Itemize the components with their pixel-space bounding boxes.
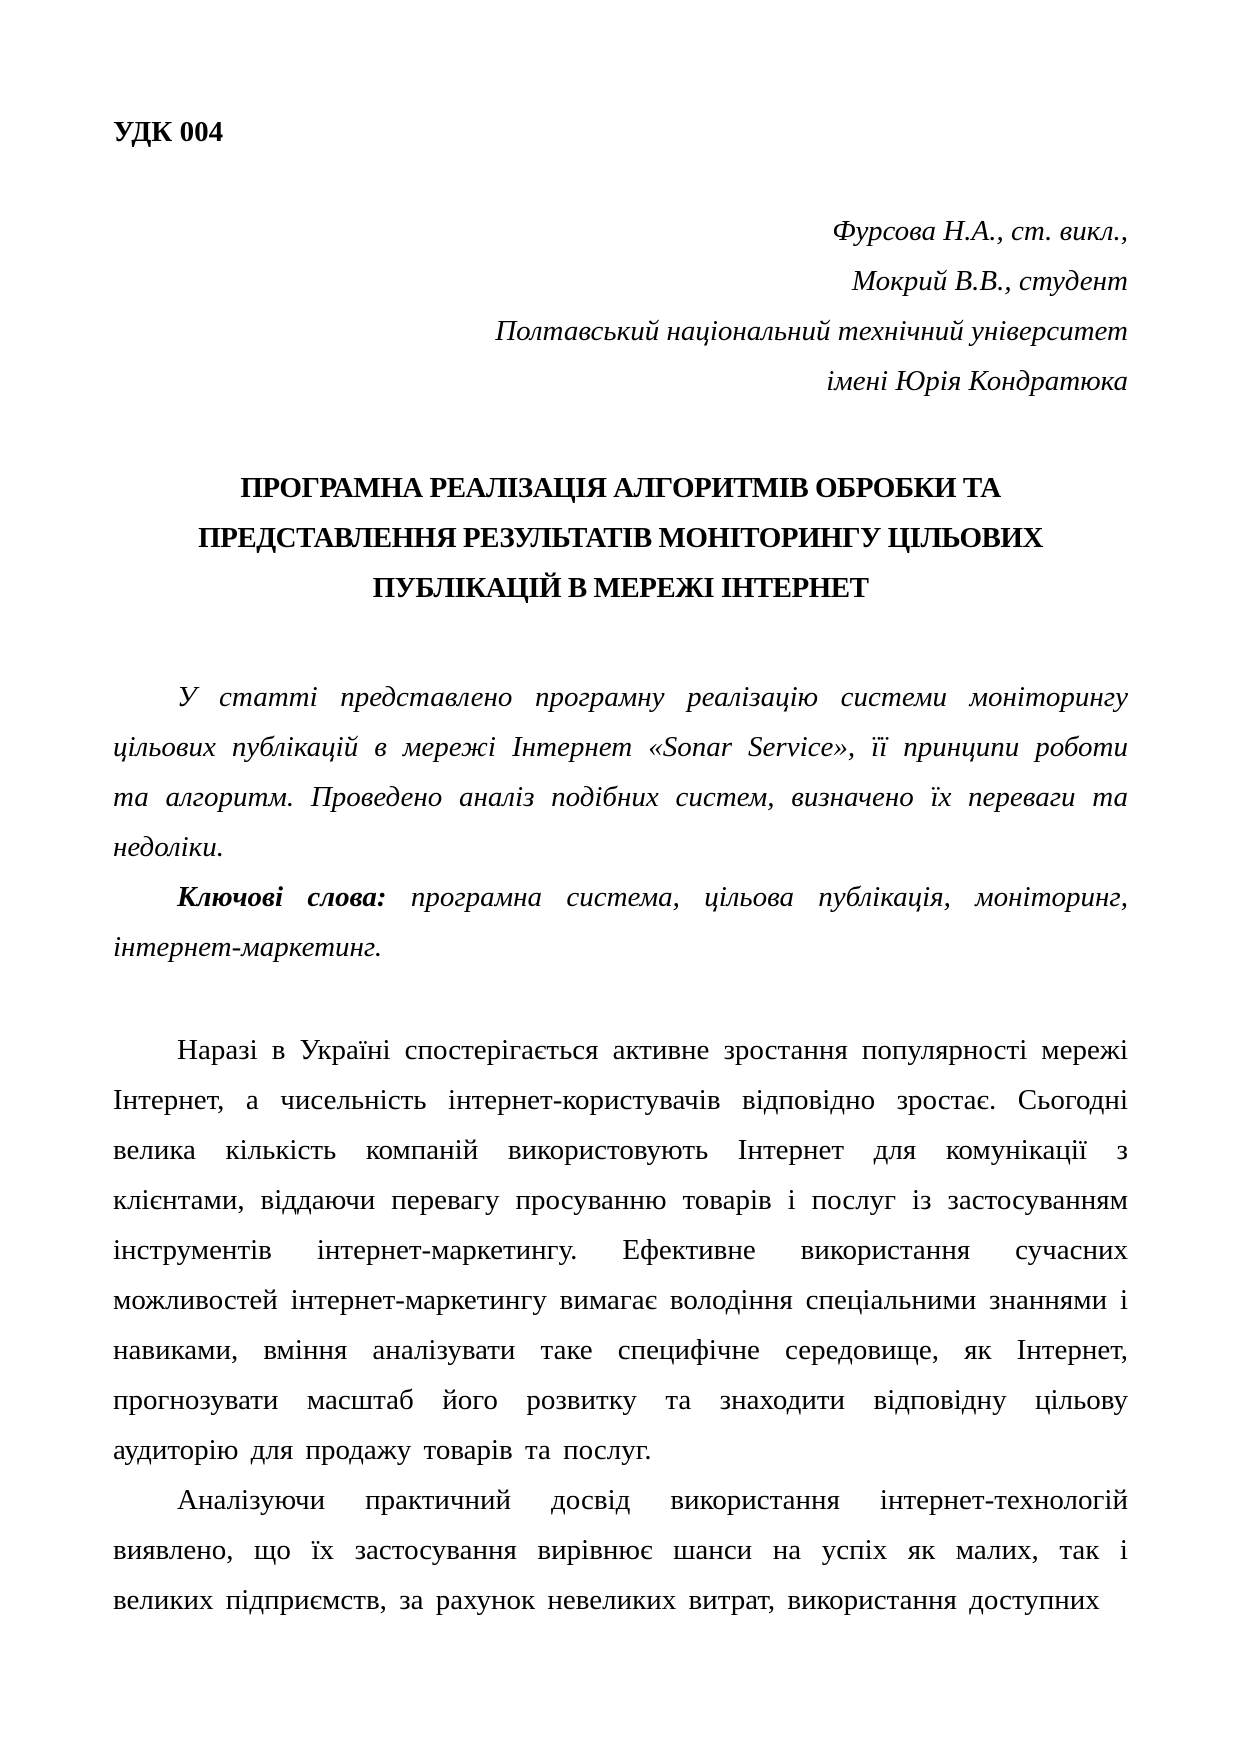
keywords-text: програмна система, цільова публікація, моніторинг, інтернет-маркетинг.: [113, 881, 1128, 963]
article-title-line-3: ПУБЛІКАЦІЙ В МЕРЕЖІ ІНТЕРНЕТ: [372, 572, 869, 604]
article-title: [113, 463, 1128, 613]
article-title-line-2: ПРЕДСТАВЛЕННЯ РЕЗУЛЬТАТІВ МОНІТОРИНГУ ЦІЛЬОВИХ: [198, 522, 1043, 554]
author-line-2: Мокрий В.В., студент: [851, 265, 1128, 297]
abstract-text: У статті представлено програмну реалізацію системи моніторингу цільових публікацій в мережі Інтернет «Sonar Service», її принципи роботи та алгоритм. Проведено аналіз подібних систем, визначено їх переваги та недоліки.: [113, 681, 1128, 863]
keywords-label: Ключові слова:: [177, 881, 387, 913]
article-title-line-1: ПРОГРАМНА РЕАЛІЗАЦІЯ АЛГОРИТМІВ ОБРОБКИ ТА: [240, 472, 1001, 504]
author-affiliation-line-1: Полтавський національний технічний університет: [495, 315, 1128, 347]
author-block: [113, 206, 1128, 406]
author-line-1: Фурсова Н.А., ст. викл.,: [832, 215, 1128, 247]
body-paragraph-1: Наразі в Україні спостерігається активне зростання популярності мережі Інтернет, а чисельність інтернет-користувачів відповідно зростає. Сьогодні велика кількість компаній використовують Інтернет для комунікації з клієнтами, віддаючи перевагу просуванню товарів і послуг із застосуванням інструментів інтернет-маркетингу. Ефективне використання сучасних можливостей інтернет-маркетингу вимагає володіння спеціальними знаннями і навиками, вміння аналізувати таке специфічне середовище, як Інтернет, прогнозувати масштаб його розвитку та знаходити відповідну цільову аудиторію для продажу товарів та послуг.: [113, 1034, 1128, 1466]
keywords-paragraph: [113, 872, 1128, 972]
udc-code: УДК 004: [113, 116, 224, 148]
body-paragraph-2: Аналізуючи практичний досвід використання інтернет-технологій виявлено, що їх застосування вирівнює шанси на успіх як малих, так і великих підприємств, за рахунок невеликих витрат, використання доступних: [113, 1484, 1128, 1616]
author-affiliation-line-2: імені Юрія Кондратюка: [826, 365, 1128, 397]
